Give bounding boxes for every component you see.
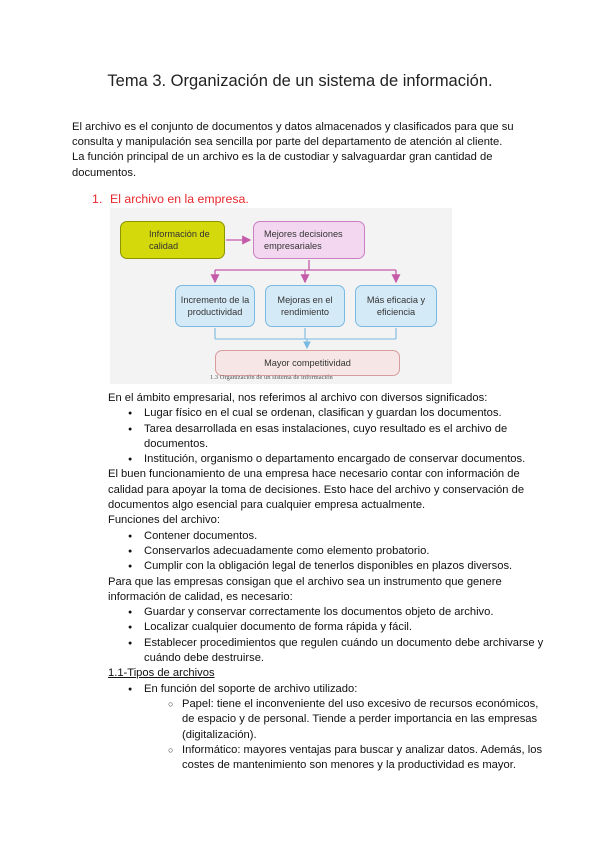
list-item: ● Establecer procedimientos que regulen cuándo un documento debe archivarse y cuándo debe destruirse. — [108, 636, 548, 667]
tipos-heading: 1.1-Tipos de archivos — [108, 667, 215, 680]
funciones-list — [108, 529, 548, 575]
necesario-list — [108, 605, 548, 666]
para-que-paragraph: Para que las empresas consigan que el archivo sea un instrumento que genere información de calidad, es necesario: — [108, 575, 502, 603]
intro-line-2: La función principal de un archivo es la de custodiar y salvaguardar gran cantidad de documentos. — [72, 151, 493, 179]
box-incremento-productividad: Incremento de la productividad — [175, 285, 255, 327]
intro-paragraph — [72, 120, 532, 181]
ambito-intro: En el ámbito empresarial, nos referimos al archivo con diversos significados: — [108, 392, 488, 404]
list-item: ● Lugar físico en el cual se ordenan, clasifican y guardan los documentos. — [108, 406, 548, 421]
intro-line-1: El archivo es el conjunto de documentos y datos almacenados y clasificados para que su consulta y manipulación sea sencilla por parte del departamento de atención al cliente. — [72, 121, 514, 149]
list-item: ● Guardar y conservar correctamente los documentos objeto de archivo. — [108, 605, 548, 620]
section-heading — [92, 192, 249, 206]
organization-diagram — [110, 208, 452, 384]
section-number: 1. — [92, 192, 103, 206]
diagram-caption: 1.3 Organización de un sistema de información — [210, 374, 333, 381]
page-title: Tema 3. Organización de un sistema de información. — [107, 72, 493, 90]
box-mejoras-rendimiento: Mejoras en el rendimiento — [265, 285, 345, 327]
list-item: ● Cumplir con la obligación legal de tenerlos disponibles en plazos diversos. — [108, 559, 548, 574]
funciones-title: Funciones del archivo: — [108, 514, 220, 527]
list-item: ● Institución, organismo o departamento encargado de conservar documentos. — [108, 452, 548, 467]
box-informacion-calidad: Información de calidad — [120, 221, 225, 259]
tipos-list — [108, 682, 548, 774]
list-item: ● Conservarlos adecuadamente como elemento probatorio. — [108, 544, 548, 559]
ambito-list — [108, 406, 548, 467]
list-item — [108, 682, 548, 774]
list-item: ● Contener documentos. — [108, 529, 548, 544]
box-mayor-competitividad: Mayor competitividad — [215, 350, 400, 376]
tipos-item-text: En función del soporte de archivo utilizado: — [144, 682, 358, 695]
tipos-sublist — [144, 697, 548, 773]
list-item: ● Tarea desarrollada en esas instalaciones, cuyo resultado es el archivo de documentos. — [108, 422, 548, 453]
list-item: ● Localizar cualquier documento de forma rápida y fácil. — [108, 620, 548, 635]
box-mas-eficacia: Más eficacia y eficiencia — [355, 285, 437, 327]
box-mejores-decisiones: Mejores decisiones empresariales — [253, 221, 365, 259]
sublist-item: ○ Papel: tiene el inconveniente del uso excesivo de recursos económicos, de espacio y de personal. Tiende a perder importancia en las empresas (digitalización). — [144, 697, 548, 743]
section-title: El archivo en la empresa. — [110, 192, 249, 206]
buen-funcionamiento-paragraph: El buen funcionamiento de una empresa hace necesario contar con información de calidad para apoyar la toma de decisiones. Esto hace del archivo y conservación de documentos algo esencial para cualquier empresa actualmente. — [108, 468, 525, 512]
sublist-item: ○ Informático: mayores ventajas para buscar y analizar datos. Además, los costes de mantenimiento son menores y la productividad es mayor. — [144, 743, 548, 774]
document-body — [108, 391, 548, 773]
